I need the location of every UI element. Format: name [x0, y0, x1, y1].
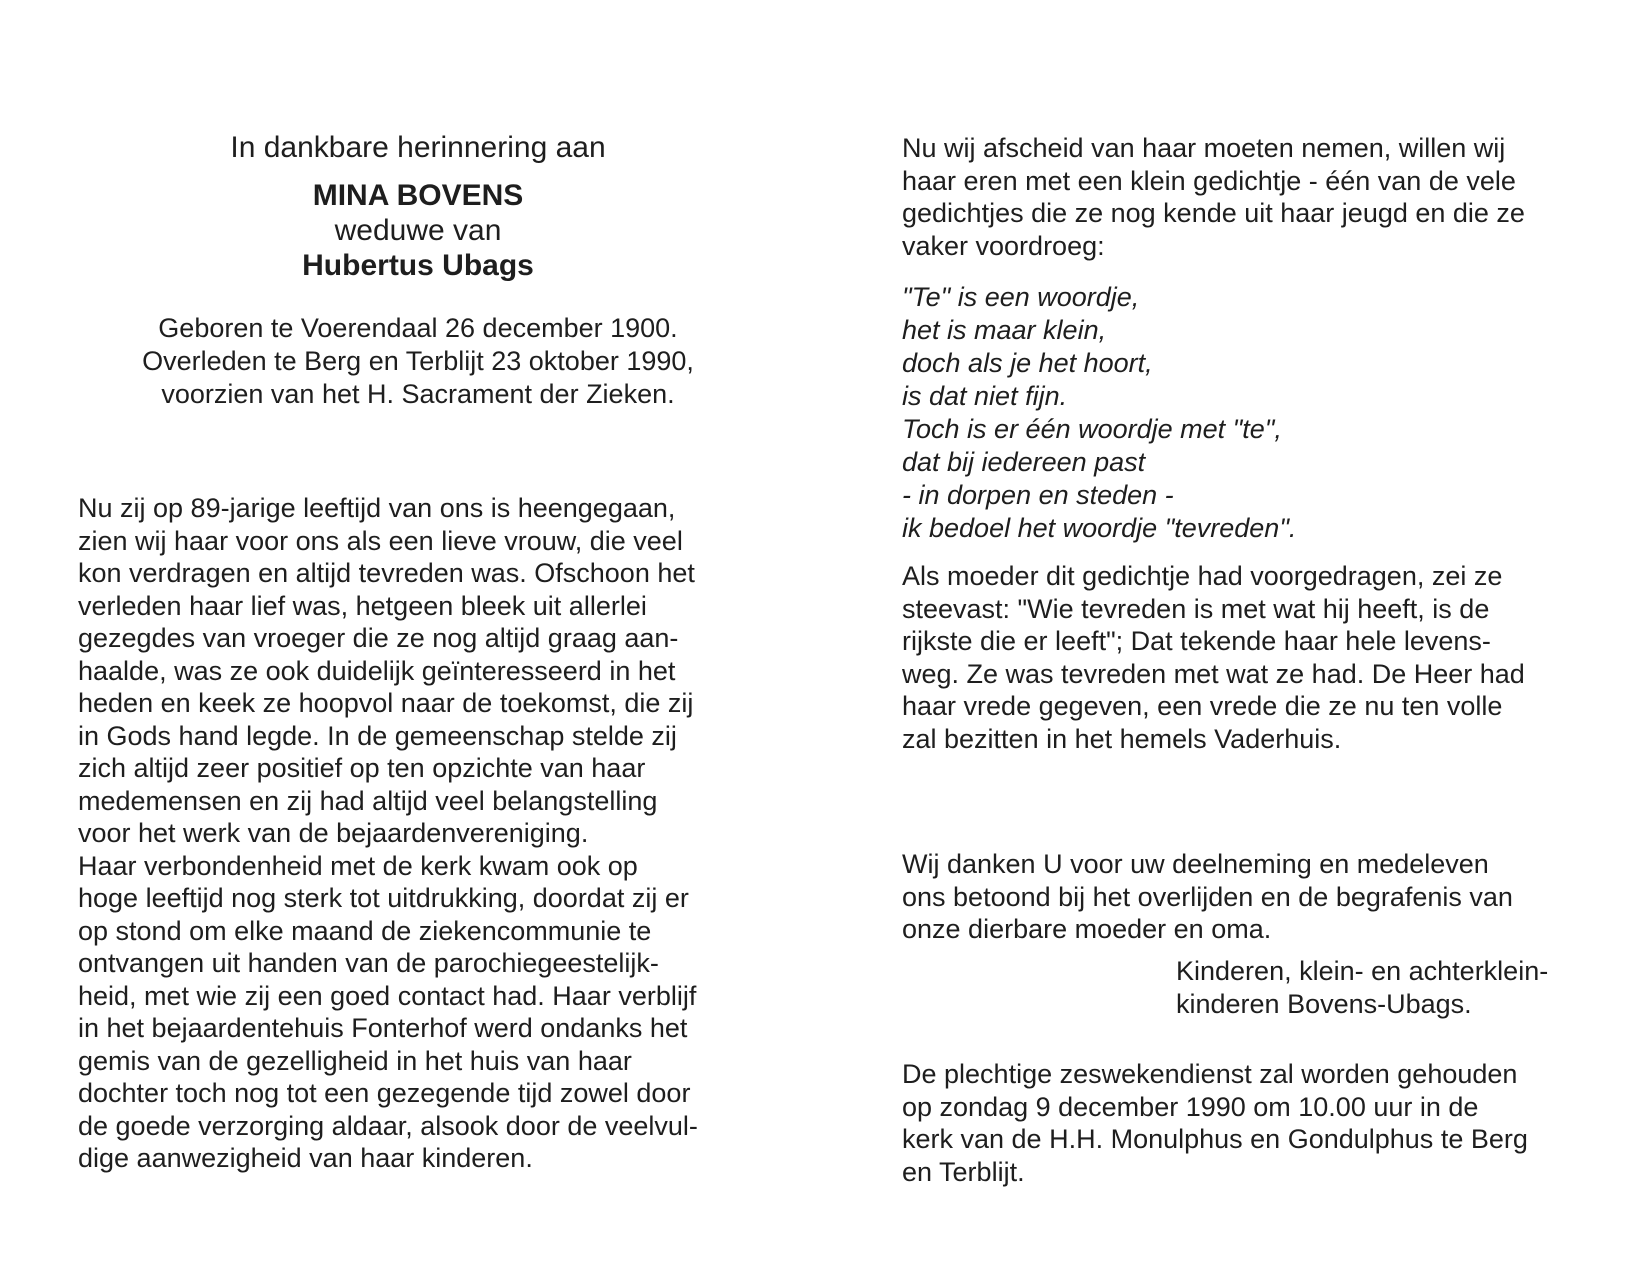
widow-of-line: weduwe van: [334, 214, 502, 247]
biography: [78, 492, 758, 1175]
deceased-name: MINA BOVENS: [312, 179, 524, 212]
service-text: De plechtige zeswekendienst zal worden gehouden op zondag 9 december 1990 om 10.00 uur in de kerk van de H.H. Monulphus en Gondulphus te Berg en Terblijt.: [902, 1059, 1528, 1187]
poem-line: het is maar klein,: [902, 315, 1107, 345]
biography-text: Nu zij op 89-jarige leeftijd van ons is heengegaan, zien wij haar voor ons als een lieve vrouw, die veel kon verdragen en altijd tevreden was. Ofschoon het verleden haar lief was, hetgeen bleek uit allerlei gezegdes van vroeger die ze nog altijd graag aan- haalde, was ze ook duidelijk geïnteresseerd in het heden en keek ze hoopvol naar de toekomst, die zij in Gods hand legde. In de gemeenschap stelde zij zich altijd zeer positief op ten opzichte van haar medemensen en zij had altijd veel belangstelling voor het werk van de bejaardenvereniging. Haar verbondenheid met de kerk kwam ook op hoge leeftijd nog sterk tot uitdrukking, doordat zij er op stond om elke maand de ziekencommunie te ontvangen uit handen van de parochiegeestelijk- heid, met wie zij een goed contact had. Haar verblijf in het bejaardentehuis Fonterhof werd ondanks het gemis van de gezelligheid in het huis van haar dochter toch nog tot een gezegende tijd zowel door de goede verzorging aldaar, alsook door de veelvul- dige aanwezigheid van haar kinderen.: [78, 493, 698, 1173]
poem-line: doch als je het hoort,: [902, 348, 1153, 378]
intro-line: In dankbare herinnering aan: [230, 131, 606, 164]
mother-text: Als moeder dit gedichtje had voorgedragen, zei ze steevast: "Wie tevreden is met wat hij heeft, is de rijkste die er leeft"; Dat tekende haar hele levens- weg. Ze was tevreden met wat ze had. De Heer had haar vrede gegeven, een vrede die ze nu ten volle zal bezitten in het hemels Vaderhuis.: [902, 561, 1525, 754]
poem-line: - in dorpen en steden -: [902, 480, 1174, 510]
signature-text: Kinderen, klein- en achterklein- kinderen Bovens-Ubags.: [1176, 956, 1549, 1019]
poem-line: Toch is er één woordje met "te",: [902, 414, 1282, 444]
poem-line: "Te" is een woordje,: [902, 282, 1140, 312]
thanks-paragraph: [902, 848, 1602, 946]
died-line: Overleden te Berg en Terblijt 23 oktober 1990,: [142, 346, 694, 376]
born-line: Geboren te Voerendaal 26 december 1900.: [158, 313, 678, 343]
family-signature: [1176, 955, 1596, 1020]
poem-intro-text: Nu wij afscheid van haar moeten nemen, willen wij haar eren met een klein gedichtje - één van de vele gedichtjes die ze nog kende uit haar jeugd en die ze vaker voordroeg:: [902, 133, 1525, 261]
life-dates: [78, 312, 758, 411]
poem-line: is dat niet fijn.: [902, 381, 1068, 411]
mother-paragraph: [902, 560, 1602, 755]
husband-name: Hubertus Ubags: [302, 249, 534, 282]
sacrament-line: voorzien van het H. Sacrament der Zieken.: [161, 379, 675, 409]
thanks-text: Wij danken U voor uw deelneming en medeleven ons betoond bij het overlijden en de begrafenis van onze dierbare moeder en oma.: [902, 849, 1513, 944]
service-announcement: [902, 1058, 1602, 1188]
poem: [902, 281, 1582, 545]
poem-line: ik bedoel het woordje "tevreden".: [902, 513, 1297, 543]
poem-line: dat bij iedereen past: [902, 447, 1146, 477]
poem-intro: [902, 132, 1602, 262]
memorial-header: [78, 130, 758, 411]
